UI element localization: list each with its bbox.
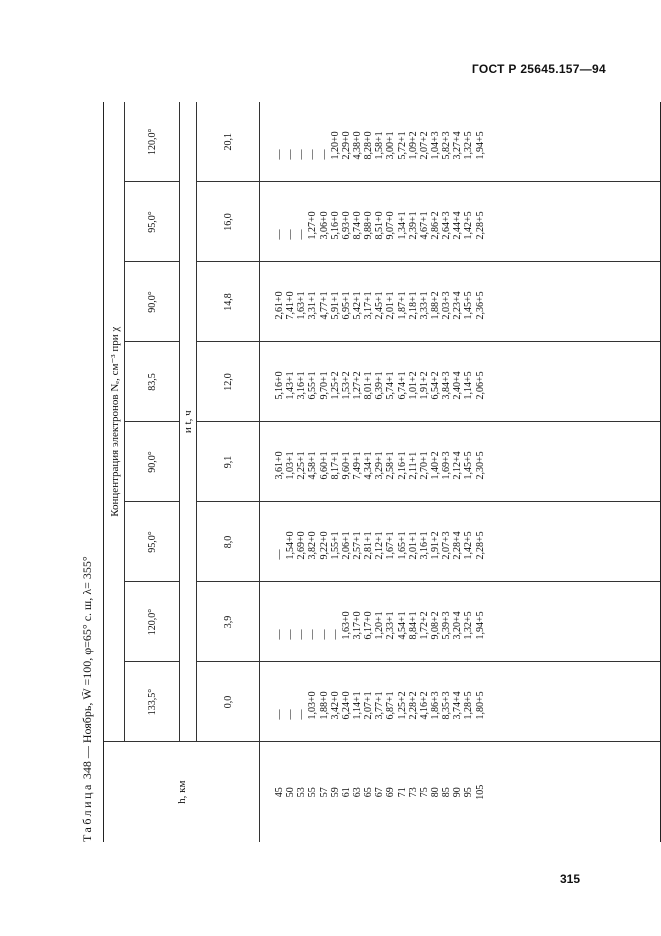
- altitude-value: 71: [396, 787, 408, 798]
- value-column-cell: [260, 582, 661, 662]
- concentration-value: 3,82+0: [307, 531, 319, 560]
- chi-header-cell: 133,5°: [125, 662, 180, 742]
- concentration-value: 2,23+4: [452, 291, 464, 320]
- concentration-value: 1,03+1: [285, 451, 297, 480]
- table-caption: [75, 102, 99, 842]
- value-column: [260, 343, 486, 422]
- concentration-value: 2,86+2: [429, 211, 441, 240]
- concentration-value: 3,42+0: [329, 691, 341, 720]
- table-caption-word: Таблица: [80, 782, 94, 842]
- concentration-value: 2,18+1: [407, 291, 419, 320]
- time-header-cell: 3,9: [197, 582, 260, 662]
- concentration-value: 1,69+3: [441, 451, 453, 480]
- concentration-value: —: [274, 709, 285, 720]
- concentration-value: 3,27+4: [452, 131, 464, 160]
- altitude-value: 57: [318, 787, 330, 798]
- concentration-value: 1,32+5: [463, 131, 475, 160]
- concentration-value: 1,01+2: [407, 371, 419, 400]
- concentration-value: 8,51+0: [374, 211, 386, 240]
- altitude-value: 67: [374, 787, 386, 798]
- concentration-value: 8,17+1: [329, 451, 341, 480]
- concentration-value: —: [285, 229, 297, 240]
- concentration-value: 1,87+1: [396, 291, 408, 320]
- value-column: [260, 583, 486, 662]
- concentration-value: 1,45+5: [463, 291, 475, 320]
- concentration-value: 5,16+0: [329, 211, 341, 240]
- concentration-value: 6,60+1: [318, 451, 330, 480]
- concentration-value: —: [274, 549, 285, 560]
- concentration-value: 3,06+0: [318, 211, 330, 240]
- concentration-value: 2,12+4: [452, 451, 464, 480]
- concentration-value: 6,55+1: [307, 371, 319, 400]
- altitude-value: 63: [351, 787, 363, 798]
- altitude-value: 95: [463, 787, 475, 798]
- rotated-table-block: [75, 102, 640, 842]
- concentration-value: 1,91+2: [429, 531, 441, 560]
- row-header-label: h, км: [175, 780, 188, 804]
- concentration-value: 2,69+0: [296, 531, 308, 560]
- concentration-value: 1,42+5: [463, 531, 475, 560]
- concentration-value: 2,28+4: [452, 531, 464, 560]
- concentration-value: 1,32+5: [463, 611, 475, 640]
- concentration-value: 5,74+1: [385, 371, 397, 400]
- chi-header-cell: 83,5: [125, 342, 180, 422]
- concentration-value: 3,17+1: [363, 291, 375, 320]
- altitude-value: 59: [329, 787, 341, 798]
- value-column-cell: [260, 342, 661, 422]
- concentration-value: 3,16+1: [296, 371, 308, 400]
- concentration-value: 1,03+0: [307, 691, 319, 720]
- concentration-value: 1,09+2: [407, 131, 419, 160]
- concentration-value: 2,58+1: [385, 451, 397, 480]
- altitude-value: 53: [296, 787, 308, 798]
- concentration-value: —: [296, 149, 308, 160]
- chi-header-cell: 95,0°: [125, 182, 180, 262]
- concentration-value: 1,88+0: [318, 691, 330, 720]
- altitude-value: 90: [452, 787, 464, 798]
- concentration-value: 3,61+0: [274, 451, 285, 480]
- concentration-value: 8,84+1: [407, 611, 419, 640]
- concentration-value: 2,29+0: [340, 131, 352, 160]
- concentration-value: —: [329, 629, 341, 640]
- concentration-value: —: [285, 709, 297, 720]
- concentration-value: 5,72+1: [396, 131, 408, 160]
- concentration-value: 2,33+1: [385, 611, 397, 640]
- time-header-cell: 16,0: [197, 182, 260, 262]
- table-caption-text: 348 — Ноябрь, W̄ =100, φ=65° с. ш, λ= 355°: [80, 556, 94, 780]
- electron-concentration-table: [103, 102, 661, 842]
- concentration-value: 8,01+1: [363, 371, 375, 400]
- concentration-value: 2,81+1: [363, 531, 375, 560]
- time-header-row: [197, 102, 260, 842]
- altitude-value: 45: [274, 787, 285, 798]
- value-column-cell: [260, 182, 661, 262]
- concentration-value: 2,07+2: [418, 131, 430, 160]
- altitude-value: 85: [441, 787, 453, 798]
- time-header-cell: 8,0: [197, 502, 260, 582]
- altitude-value: 73: [407, 787, 419, 798]
- concentration-value: 2,11+1: [407, 451, 419, 480]
- concentration-value: 6,74+1: [396, 371, 408, 400]
- concentration-value: 1,88+2: [429, 291, 441, 320]
- concentration-value: 1,25+2: [329, 371, 341, 400]
- concentration-value: 6,54+2: [429, 371, 441, 400]
- altitude-value: 65: [363, 787, 375, 798]
- group-header: Концентрация электронов Nₑ, см⁻³ при χ: [104, 102, 125, 742]
- concentration-value: —: [318, 629, 330, 640]
- concentration-value: 8,28+0: [363, 131, 375, 160]
- altitude-value: 55: [307, 787, 319, 798]
- concentration-value: 2,30+5: [474, 451, 486, 480]
- concentration-value: 3,84+3: [441, 371, 453, 400]
- concentration-value: 5,16+0: [274, 371, 285, 400]
- altitude-value: 75: [418, 787, 430, 798]
- value-column-cell: [260, 102, 661, 182]
- concentration-value: 1,65+1: [396, 531, 408, 560]
- concentration-value: 1,34+1: [396, 211, 408, 240]
- concentration-value: 1,53+2: [340, 371, 352, 400]
- chi-header-cell: 120,0°: [125, 582, 180, 662]
- concentration-value: 1,14+5: [463, 371, 475, 400]
- concentration-value: 5,82+3: [441, 131, 453, 160]
- concentration-value: 3,31+1: [307, 291, 319, 320]
- concentration-value: 2,28+5: [474, 211, 486, 240]
- concentration-value: 1,04+3: [429, 131, 441, 160]
- value-column: [260, 102, 486, 182]
- altitude-value: 61: [340, 787, 352, 798]
- value-column-cell: [260, 662, 661, 742]
- concentration-value: 2,25+1: [296, 451, 308, 480]
- concentration-value: 1,63+1: [296, 291, 308, 320]
- concentration-value: 4,38+0: [351, 131, 363, 160]
- concentration-value: 4,67+1: [418, 211, 430, 240]
- concentration-value: 4,16+2: [418, 691, 430, 720]
- time-header-cell: 20,1: [197, 102, 260, 182]
- concentration-value: 1,80+5: [474, 691, 486, 720]
- time-header-cell: 12,0: [197, 342, 260, 422]
- concentration-value: 4,54+1: [396, 611, 408, 640]
- concentration-value: 6,95+1: [340, 291, 352, 320]
- concentration-value: 1,20+0: [329, 131, 341, 160]
- concentration-value: 2,01+1: [407, 531, 419, 560]
- concentration-value: 2,28+5: [474, 531, 486, 560]
- concentration-value: —: [274, 149, 285, 160]
- concentration-value: 1,55+1: [329, 531, 341, 560]
- altitude-value: 105: [474, 784, 486, 800]
- time-header-cell: 9,1: [197, 422, 260, 502]
- concentration-value: 2,07+1: [363, 691, 375, 720]
- concentration-value: —: [296, 629, 308, 640]
- chi-header-cell: 90,0°: [125, 422, 180, 502]
- concentration-value: 9,60+1: [340, 451, 352, 480]
- value-column: [260, 663, 486, 742]
- value-column-cell: [260, 262, 661, 342]
- concentration-value: 6,87+1: [385, 691, 397, 720]
- concentration-value: 3,17+0: [351, 611, 363, 640]
- concentration-value: 2,64+3: [441, 211, 453, 240]
- concentration-value: 2,61+0: [274, 291, 285, 320]
- concentration-value: 1,27+0: [307, 211, 319, 240]
- concentration-value: 3,77+1: [374, 691, 386, 720]
- altitude-column-cell: [260, 742, 661, 842]
- time-header-cell: 14,8: [197, 262, 260, 342]
- concentration-value: 2,06+5: [474, 371, 486, 400]
- concentration-value: 1,42+5: [463, 211, 475, 240]
- concentration-value: 1,20+1: [374, 611, 386, 640]
- time-group-header: и t, ч: [180, 102, 197, 742]
- concentration-value: 2,01+1: [385, 291, 397, 320]
- time-header-cell: 0,0: [197, 662, 260, 742]
- concentration-value: 1,63+0: [340, 611, 352, 640]
- value-column: [260, 503, 486, 582]
- value-column-cell: [260, 502, 661, 582]
- concentration-value: 2,06+1: [340, 531, 352, 560]
- concentration-value: 2,44+4: [452, 211, 464, 240]
- concentration-value: 6,93+0: [340, 211, 352, 240]
- concentration-value: 1,43+1: [285, 371, 297, 400]
- concentration-value: 1,91+2: [418, 371, 430, 400]
- concentration-value: 3,00+1: [385, 131, 397, 160]
- page-number: 315: [560, 872, 581, 886]
- concentration-value: 2,57+1: [351, 531, 363, 560]
- altitude-column: [260, 743, 486, 843]
- concentration-value: 1,94+5: [474, 611, 486, 640]
- concentration-value: 3,74+4: [452, 691, 464, 720]
- concentration-value: 1,67+1: [385, 531, 397, 560]
- concentration-value: 1,94+5: [474, 131, 486, 160]
- concentration-value: —: [285, 149, 297, 160]
- concentration-value: 3,16+1: [418, 531, 430, 560]
- concentration-value: 1,58+1: [374, 131, 386, 160]
- concentration-value: 2,70+1: [418, 451, 430, 480]
- concentration-value: 2,03+3: [441, 291, 453, 320]
- concentration-value: —: [285, 629, 297, 640]
- chi-header-cell: 95,0°: [125, 502, 180, 582]
- concentration-value: —: [318, 149, 330, 160]
- concentration-value: 9,07+0: [385, 211, 397, 240]
- concentration-value: 5,39+3: [441, 611, 453, 640]
- concentration-value: 1,27+2: [351, 371, 363, 400]
- row-header-cell: [104, 742, 260, 842]
- altitude-value: 69: [385, 787, 397, 798]
- concentration-value: 2,39+1: [407, 211, 419, 240]
- concentration-value: 1,14+1: [351, 691, 363, 720]
- concentration-value: 2,07+3: [441, 531, 453, 560]
- concentration-value: 3,29+1: [374, 451, 386, 480]
- concentration-value: 9,08+2: [429, 611, 441, 640]
- concentration-value: 2,16+1: [396, 451, 408, 480]
- altitude-value: 80: [429, 787, 441, 798]
- concentration-value: 1,54+0: [285, 531, 297, 560]
- concentration-value: 2,40+4: [452, 371, 464, 400]
- concentration-value: —: [274, 629, 285, 640]
- concentration-value: 1,25+2: [396, 691, 408, 720]
- concentration-value: 2,12+1: [374, 531, 386, 560]
- concentration-value: 8,35+3: [441, 691, 453, 720]
- concentration-value: —: [296, 709, 308, 720]
- concentration-value: 5,42+1: [351, 291, 363, 320]
- standard-header: ГОСТ Р 25645.157—94: [471, 62, 606, 76]
- concentration-value: 1,72+2: [418, 611, 430, 640]
- concentration-value: 4,77+1: [318, 291, 330, 320]
- value-column: [260, 263, 486, 342]
- value-column: [260, 183, 486, 262]
- concentration-value: 6,24+0: [340, 691, 352, 720]
- concentration-value: 7,41+0: [285, 291, 297, 320]
- concentration-value: —: [274, 229, 285, 240]
- concentration-value: 4,34+1: [363, 451, 375, 480]
- concentration-value: —: [307, 149, 319, 160]
- concentration-value: 2,45+1: [374, 291, 386, 320]
- value-column-cell: [260, 422, 661, 502]
- table-body-row: [260, 102, 661, 842]
- value-column: [260, 423, 486, 502]
- concentration-value: 2,28+2: [407, 691, 419, 720]
- concentration-value: 9,70+1: [318, 371, 330, 400]
- concentration-value: 1,45+5: [463, 451, 475, 480]
- concentration-value: 5,91+1: [329, 291, 341, 320]
- concentration-value: 7,49+1: [351, 451, 363, 480]
- altitude-value: 50: [285, 787, 297, 798]
- concentration-value: 9,22+0: [318, 531, 330, 560]
- concentration-value: 1,40+2: [429, 451, 441, 480]
- concentration-value: 4,58+1: [307, 451, 319, 480]
- concentration-value: 6,17+0: [363, 611, 375, 640]
- chi-header-row: [125, 102, 180, 842]
- concentration-value: 1,86+3: [429, 691, 441, 720]
- concentration-value: —: [296, 229, 308, 240]
- concentration-value: 8,74+0: [351, 211, 363, 240]
- concentration-value: 6,39+1: [374, 371, 386, 400]
- concentration-value: 3,33+1: [418, 291, 430, 320]
- concentration-value: 3,20+4: [452, 611, 464, 640]
- chi-header-cell: 120,0°: [125, 102, 180, 182]
- concentration-value: 9,88+0: [363, 211, 375, 240]
- concentration-value: —: [307, 629, 319, 640]
- chi-header-cell: 90,0°: [125, 262, 180, 342]
- concentration-value: 1,28+5: [463, 691, 475, 720]
- concentration-value: 2,36+5: [474, 291, 486, 320]
